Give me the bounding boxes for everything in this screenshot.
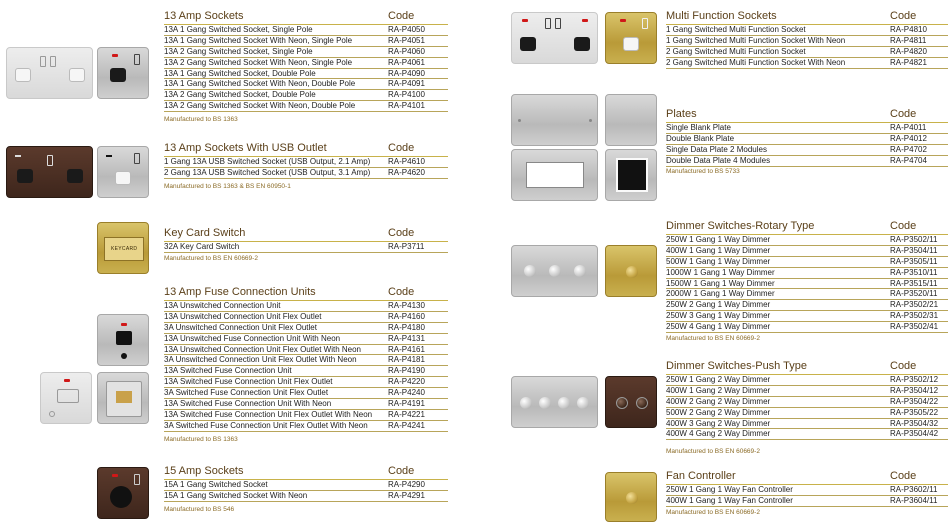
product-code: RA-P4061 xyxy=(388,57,425,67)
product-row xyxy=(164,301,448,312)
brown-push-dimmer-image xyxy=(605,376,657,428)
product-row xyxy=(666,156,948,167)
brass-keycard-switch-image xyxy=(97,222,149,274)
keycard-slot-icon xyxy=(104,237,144,261)
product-code: RA-P4241 xyxy=(388,420,425,430)
product-row xyxy=(164,377,448,388)
dimmer-knob-icon xyxy=(539,397,551,409)
code-column-header: Code xyxy=(388,10,415,22)
keycard-label: KEYCARD xyxy=(111,246,138,252)
product-code: RA-P4811 xyxy=(890,35,927,45)
product-code: RA-P4101 xyxy=(388,101,425,111)
rocker-switch-icon xyxy=(545,18,551,29)
section-key-card-switch xyxy=(164,226,448,262)
section-15a-sockets xyxy=(164,464,448,513)
neon-indicator-icon xyxy=(582,19,588,22)
double-blank-plate-image xyxy=(511,94,598,146)
product-code: RA-P4821 xyxy=(890,57,927,67)
socket-outlet-icon xyxy=(520,37,536,51)
section-header xyxy=(164,285,448,301)
product-code: RA-P4090 xyxy=(388,68,425,78)
section-header xyxy=(164,464,448,480)
product-code: RA-P4191 xyxy=(388,399,425,409)
product-row xyxy=(164,69,448,80)
section-header xyxy=(666,359,948,375)
product-description: 2 Gang Switched Multi Function Socket xyxy=(666,46,806,56)
standard-note: Manufactured to BS EN 60669-2 xyxy=(666,508,760,516)
code-column-header: Code xyxy=(388,286,415,298)
product-description: Single Data Plate 2 Modules xyxy=(666,144,767,154)
section-fan-controller xyxy=(666,469,948,516)
section-usb-sockets xyxy=(164,141,448,190)
section-header xyxy=(164,9,448,25)
product-code: RA-P4130 xyxy=(388,301,425,310)
socket-outlet-icon xyxy=(115,171,131,185)
product-row xyxy=(666,235,948,246)
brown-usb-double-socket-image xyxy=(6,146,93,198)
dimmer-knob-icon xyxy=(549,265,561,277)
product-code: RA-P3504/12 xyxy=(890,385,939,395)
rocker-switch-icon xyxy=(642,18,648,29)
socket-outlet-icon xyxy=(67,169,83,183)
product-row xyxy=(164,168,448,179)
product-code: RA-P3504/22 xyxy=(890,396,939,406)
product-description: 13A 2 Gang Switched Socket, Single Pole xyxy=(164,46,313,56)
product-row xyxy=(666,279,948,290)
product-description: 15A 1 Gang Switched Socket xyxy=(164,480,268,489)
chrome-fuse-unit-image xyxy=(97,314,149,366)
product-description: 13A 1 Gang Switched Socket With Neon, Single Pole xyxy=(164,35,353,45)
socket-outlet-icon xyxy=(15,68,31,82)
product-code: RA-P3602/11 xyxy=(890,485,938,494)
product-row xyxy=(666,419,948,430)
product-row xyxy=(666,134,948,145)
data-module-window-icon xyxy=(616,158,648,192)
product-description: 3A Switched Fuse Connection Unit Flex Outlet With Neon xyxy=(164,420,368,430)
product-description: Double Blank Plate xyxy=(666,133,735,143)
section-header xyxy=(666,107,948,123)
product-code: RA-P3520/11 xyxy=(890,289,938,299)
product-code: RA-P3502/31 xyxy=(890,311,939,321)
product-row xyxy=(164,25,448,36)
product-list xyxy=(666,25,948,69)
product-description: 13A 1 Gang Switched Socket With Neon, Double Pole xyxy=(164,79,356,89)
product-list xyxy=(666,375,948,440)
product-row xyxy=(666,268,948,279)
product-row xyxy=(666,25,948,36)
data-module-window-icon xyxy=(526,162,584,188)
single-blank-plate-image xyxy=(605,94,657,146)
product-row xyxy=(164,388,448,399)
product-row xyxy=(164,410,448,421)
section-header xyxy=(666,9,948,25)
product-row xyxy=(666,397,948,408)
product-row xyxy=(164,345,448,356)
product-list xyxy=(666,123,948,167)
product-row xyxy=(164,242,448,253)
product-code: RA-P4050 xyxy=(388,25,425,34)
code-column-header: Code xyxy=(388,142,415,154)
section-header xyxy=(666,469,948,485)
product-row xyxy=(164,334,448,345)
product-code: RA-P4190 xyxy=(388,366,425,376)
product-code: RA-P3604/11 xyxy=(890,495,938,505)
neon-indicator-icon xyxy=(620,19,626,22)
product-description: 2 Gang 13A USB Switched Socket (USB Output, 3.1 Amp) xyxy=(164,167,371,177)
brass-rotary-dimmer-image xyxy=(605,245,657,297)
chrome-single-socket-image xyxy=(97,47,149,99)
rocker-switch-icon xyxy=(555,18,561,29)
product-code: RA-P3515/11 xyxy=(890,278,938,288)
product-description: 250W 1 Gang 2 Way Dimmer xyxy=(666,375,771,384)
section-fuse-connection-units xyxy=(164,285,448,443)
product-description: 15A 1 Gang Switched Socket With Neon xyxy=(164,490,308,500)
section-title: Dimmer Switches-Rotary Type xyxy=(666,220,815,232)
product-code: RA-P3504/11 xyxy=(890,245,938,255)
standard-note: Manufactured to BS 1363 xyxy=(164,435,238,443)
dimmer-knob-icon xyxy=(626,266,638,278)
product-code: RA-P4610 xyxy=(388,157,425,166)
product-code: RA-P3505/22 xyxy=(890,407,939,417)
standard-note: Manufactured to BS EN 60669-2 xyxy=(164,254,258,262)
dimmer-knob-icon xyxy=(524,265,536,277)
product-description: 3A Unswitched Connection Unit Flex Outlet With Neon xyxy=(164,355,357,365)
product-description: 250W 2 Gang 1 Way Dimmer xyxy=(666,300,771,310)
socket-outlet-icon xyxy=(110,68,126,82)
product-code: RA-P4131 xyxy=(388,333,425,343)
single-data-plate-image xyxy=(605,149,657,201)
product-code: RA-P4012 xyxy=(890,133,927,143)
product-list xyxy=(164,157,448,179)
section-title: 13 Amp Fuse Connection Units xyxy=(164,286,316,298)
section-title: 13 Amp Sockets xyxy=(164,10,244,22)
product-list xyxy=(164,301,448,432)
product-code: RA-P4011 xyxy=(890,123,927,132)
socket-outlet-icon xyxy=(623,37,639,51)
product-description: 400W 1 Gang 1 Way Fan Controller xyxy=(666,495,793,505)
section-dimmer-push xyxy=(666,359,948,455)
product-code: RA-P3502/11 xyxy=(890,235,938,244)
round-pin-socket-icon xyxy=(110,486,132,508)
product-code: RA-P3504/42 xyxy=(890,429,939,439)
product-row xyxy=(164,366,448,377)
product-code: RA-P4091 xyxy=(388,79,425,89)
product-list xyxy=(164,480,448,502)
product-description: 13A 2 Gang Switched Socket With Neon, Double Pole xyxy=(164,101,356,111)
section-title: 13 Amp Sockets With USB Outlet xyxy=(164,142,327,154)
product-description: 3A Switched Fuse Connection Unit Flex Outlet xyxy=(164,388,329,398)
product-code: RA-P4221 xyxy=(388,409,425,419)
product-description: 13A Switched Fuse Connection Unit With Neon xyxy=(164,399,332,409)
product-row xyxy=(666,47,948,58)
usb-port-icon xyxy=(15,155,21,157)
socket-outlet-icon xyxy=(17,169,33,183)
product-code: RA-P4181 xyxy=(388,355,425,365)
usb-port-icon xyxy=(106,155,112,157)
product-description: 1500W 1 Gang 1 Way Dimmer xyxy=(666,278,775,288)
product-description: 250W 1 Gang 1 Way Fan Controller xyxy=(666,485,793,494)
product-description: 1 Gang Switched Multi Function Socket With Neon xyxy=(666,35,846,45)
section-dimmer-rotary xyxy=(666,219,948,342)
product-code: RA-P4702 xyxy=(890,144,927,154)
flex-outlet-icon xyxy=(49,411,55,417)
product-row xyxy=(164,101,448,112)
standard-note: Manufactured to BS EN 60669-2 xyxy=(666,448,760,456)
fan-knob-icon xyxy=(626,492,638,504)
product-code: RA-P4100 xyxy=(388,90,425,100)
product-description: 1 Gang 13A USB Switched Socket (USB Output, 2.1 Amp) xyxy=(164,157,371,166)
dimmer-knob-icon xyxy=(574,265,586,277)
product-row xyxy=(164,90,448,101)
flex-outlet-icon xyxy=(121,353,127,359)
product-description: 13A 2 Gang Switched Socket With Neon, Single Pole xyxy=(164,57,353,67)
section-title: 15 Amp Sockets xyxy=(164,465,244,477)
product-code: RA-P3505/11 xyxy=(890,256,938,266)
product-description: 400W 1 Gang 1 Way Dimmer xyxy=(666,245,771,255)
product-row xyxy=(164,312,448,323)
product-row xyxy=(666,429,948,440)
neon-indicator-icon xyxy=(112,474,118,477)
rocker-switch-icon xyxy=(134,474,140,485)
product-row xyxy=(164,47,448,58)
product-description: 400W 3 Gang 2 Way Dimmer xyxy=(666,418,771,428)
section-header xyxy=(164,141,448,157)
standard-note: Manufactured to BS 1363 & BS EN 60950-1 xyxy=(164,182,291,190)
product-code: RA-P3502/12 xyxy=(890,375,939,384)
socket-outlet-icon xyxy=(69,68,85,82)
product-description: 400W 1 Gang 2 Way Dimmer xyxy=(666,385,771,395)
section-header xyxy=(164,226,448,242)
product-description: 2 Gang Switched Multi Function Socket With Neon xyxy=(666,57,846,67)
socket-outlet-icon xyxy=(574,37,590,51)
section-title: Key Card Switch xyxy=(164,227,246,239)
product-description: 2000W 1 Gang 1 Way Dimmer xyxy=(666,289,775,299)
product-row xyxy=(164,323,448,334)
product-row xyxy=(666,496,948,507)
product-row xyxy=(666,300,948,311)
product-description: 13A Switched Fuse Connection Unit Flex Outlet With Neon xyxy=(164,409,373,419)
product-row xyxy=(666,58,948,69)
product-description: 1 Gang Switched Multi Function Socket xyxy=(666,25,806,34)
product-row xyxy=(666,408,948,419)
double-data-plate-image xyxy=(511,149,598,201)
product-row xyxy=(666,311,948,322)
multi-function-double-socket-image xyxy=(511,12,598,64)
rocker-switch-icon xyxy=(40,56,46,67)
product-description: 13A 1 Gang Switched Socket, Double Pole xyxy=(164,68,316,78)
code-column-header: Code xyxy=(388,465,415,477)
product-description: 250W 4 Gang 1 Way Dimmer xyxy=(666,322,771,332)
neon-indicator-icon xyxy=(64,379,70,382)
neon-indicator-icon xyxy=(112,54,118,57)
screw-icon xyxy=(518,119,521,122)
product-row xyxy=(164,58,448,69)
product-code: RA-P4051 xyxy=(388,35,425,45)
fuse-holder-icon xyxy=(116,391,132,403)
product-row xyxy=(666,485,948,496)
product-list xyxy=(666,235,948,333)
dimmer-knob-icon xyxy=(577,397,589,409)
standard-note: Manufactured to BS 546 xyxy=(164,505,235,513)
code-column-header: Code xyxy=(890,10,917,22)
rocker-switch-icon xyxy=(134,153,140,164)
product-row xyxy=(666,386,948,397)
dimmer-knob-icon xyxy=(520,397,532,409)
product-description: 13A Switched Fuse Connection Unit xyxy=(164,366,292,376)
white-fuse-unit-image xyxy=(40,372,92,424)
product-description: 250W 3 Gang 1 Way Dimmer xyxy=(666,311,771,321)
product-description: 13A Unswitched Connection Unit Flex Outlet With Neon xyxy=(164,344,361,354)
product-list xyxy=(666,485,948,507)
product-code: RA-P4291 xyxy=(388,490,425,500)
brown-15a-socket-image xyxy=(97,467,149,519)
product-description: 400W 2 Gang 2 Way Dimmer xyxy=(666,396,771,406)
standard-note: Manufactured to BS 1363 xyxy=(164,116,238,124)
white-double-socket-image xyxy=(6,47,93,99)
neon-indicator-icon xyxy=(121,323,127,326)
product-row xyxy=(666,257,948,268)
product-row xyxy=(164,399,448,410)
product-row xyxy=(666,145,948,156)
brass-multi-function-socket-image xyxy=(605,12,657,64)
fuse-unit-interior-image xyxy=(97,372,149,424)
code-column-header: Code xyxy=(388,227,415,239)
rocker-switch-icon xyxy=(47,155,53,166)
product-code: RA-P4240 xyxy=(388,388,425,398)
product-code: RA-P4820 xyxy=(890,46,927,56)
product-code: RA-P4810 xyxy=(890,25,927,34)
product-description: 1000W 1 Gang 1 Way Dimmer xyxy=(666,267,775,277)
rocker-switch-icon xyxy=(50,56,56,67)
product-row xyxy=(164,355,448,366)
product-description: 13A 1 Gang Switched Socket, Single Pole xyxy=(164,25,313,34)
product-description: 13A Unswitched Connection Unit Flex Outlet xyxy=(164,311,322,321)
product-code: RA-P4290 xyxy=(388,480,425,489)
product-list xyxy=(164,25,448,112)
product-code: RA-P4180 xyxy=(388,322,425,332)
section-header xyxy=(666,219,948,235)
product-description: 250W 1 Gang 1 Way Dimmer xyxy=(666,235,771,244)
product-code: RA-P4220 xyxy=(388,377,425,387)
product-row xyxy=(666,322,948,333)
product-code: RA-P4060 xyxy=(388,46,425,56)
product-description: 400W 4 Gang 2 Way Dimmer xyxy=(666,429,771,439)
product-code: RA-P3504/32 xyxy=(890,418,939,428)
screw-icon xyxy=(589,119,592,122)
dimmer-knob-icon xyxy=(616,397,628,409)
product-description: 13A Unswitched Fuse Connection Unit With Neon xyxy=(164,333,341,343)
product-description: 500W 1 Gang 1 Way Dimmer xyxy=(666,256,771,266)
product-code: RA-P3711 xyxy=(388,242,425,251)
rocker-switch-icon xyxy=(134,54,140,65)
section-title: Dimmer Switches-Push Type xyxy=(666,360,808,372)
code-column-header: Code xyxy=(890,220,917,232)
product-row xyxy=(164,157,448,168)
product-code: RA-P3502/41 xyxy=(890,322,939,332)
product-description: 13A Unswitched Connection Unit xyxy=(164,301,281,310)
section-multi-function-sockets xyxy=(666,9,948,69)
product-code: RA-P4620 xyxy=(388,167,425,177)
product-description: Single Blank Plate xyxy=(666,123,731,132)
product-row xyxy=(164,480,448,491)
product-code: RA-P4704 xyxy=(890,155,927,165)
product-row xyxy=(666,375,948,386)
code-column-header: Code xyxy=(890,360,917,372)
dimmer-knob-icon xyxy=(558,397,570,409)
product-description: 500W 2 Gang 2 Way Dimmer xyxy=(666,407,771,417)
product-row xyxy=(164,421,448,432)
product-code: RA-P4160 xyxy=(388,311,425,321)
fuse-carrier-icon xyxy=(57,389,79,403)
section-title: Plates xyxy=(666,108,697,120)
neon-indicator-icon xyxy=(522,19,528,22)
section-title: Fan Controller xyxy=(666,470,736,482)
product-row xyxy=(164,79,448,90)
product-code: RA-P3502/21 xyxy=(890,300,939,310)
product-description: Double Data Plate 4 Modules xyxy=(666,155,771,165)
product-row xyxy=(164,491,448,502)
code-column-header: Code xyxy=(890,108,917,120)
product-row xyxy=(666,246,948,257)
brass-fan-controller-image xyxy=(605,472,657,522)
section-plates xyxy=(666,107,948,175)
section-13a-sockets xyxy=(164,9,448,123)
standard-note: Manufactured to BS EN 60669-2 xyxy=(666,335,760,343)
product-description: 13A Switched Fuse Connection Unit Flex Outlet xyxy=(164,377,333,387)
product-list xyxy=(164,242,448,253)
standard-note: Manufactured to BS 5733 xyxy=(666,167,740,175)
dimmer-knob-icon xyxy=(636,397,648,409)
quad-push-dimmer-image xyxy=(511,376,598,428)
triple-rotary-dimmer-image xyxy=(511,245,598,297)
code-column-header: Code xyxy=(890,470,917,482)
product-description: 32A Key Card Switch xyxy=(164,242,240,251)
product-code: RA-P4161 xyxy=(388,344,425,354)
fuse-carrier-icon xyxy=(116,331,132,345)
product-code: RA-P3510/11 xyxy=(890,267,938,277)
product-description: 3A Unswitched Connection Unit Flex Outlet xyxy=(164,322,317,332)
product-row xyxy=(666,123,948,134)
product-row xyxy=(666,36,948,47)
chrome-usb-single-socket-image xyxy=(97,146,149,198)
product-row xyxy=(666,289,948,300)
section-title: Multi Function Sockets xyxy=(666,10,777,22)
product-row xyxy=(164,36,448,47)
product-description: 13A 2 Gang Switched Socket, Double Pole xyxy=(164,90,316,100)
